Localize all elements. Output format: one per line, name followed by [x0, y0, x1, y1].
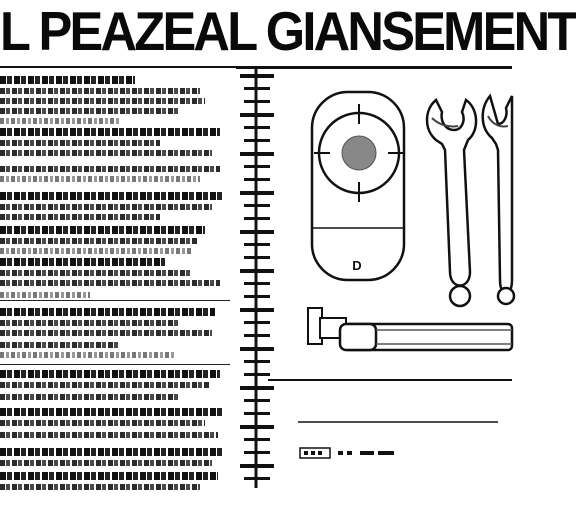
rule-tick — [244, 243, 270, 246]
rule-tick — [240, 347, 274, 351]
dial-label: D — [352, 258, 362, 273]
adjustable-wrench-icon — [483, 96, 514, 304]
rule-tick — [244, 178, 270, 181]
rule-tick — [240, 113, 274, 117]
rule-tick — [244, 282, 270, 285]
rule-tick — [240, 191, 274, 195]
adjustable-wrench-icon — [427, 100, 476, 306]
rule-tick — [244, 438, 270, 441]
rule-tick — [244, 321, 270, 324]
rule-tick — [240, 308, 274, 312]
pipe-clamp-icon — [308, 308, 512, 350]
rule-tick — [244, 360, 270, 363]
scale-bar — [298, 422, 498, 458]
rule-tick — [244, 399, 270, 402]
rule-tick — [244, 334, 270, 337]
rule-tick — [244, 87, 270, 90]
rule-tick — [240, 230, 274, 234]
rule-tick — [244, 412, 270, 415]
measuring-rule-icon — [240, 68, 274, 488]
page-title: L PEAZEAL GIANSEMENT — [0, 0, 576, 62]
rule-tick — [244, 256, 270, 259]
rule-tick — [240, 74, 274, 78]
rule-tick — [244, 139, 270, 142]
rule-tick — [240, 152, 274, 156]
rule-tick — [240, 464, 274, 468]
rule-tick — [244, 217, 270, 220]
rule-tick — [244, 204, 270, 207]
rule-tick — [240, 386, 274, 390]
rule-tick — [244, 373, 270, 376]
rule-tick — [244, 477, 270, 480]
rule-tick — [240, 425, 274, 429]
rule-tick — [244, 126, 270, 129]
rule-tick — [240, 269, 274, 273]
rule-tick — [244, 451, 270, 454]
rule-tick — [244, 100, 270, 103]
rule-tick — [244, 295, 270, 298]
dial-gauge-icon — [312, 92, 404, 280]
rule-tick — [244, 165, 270, 168]
